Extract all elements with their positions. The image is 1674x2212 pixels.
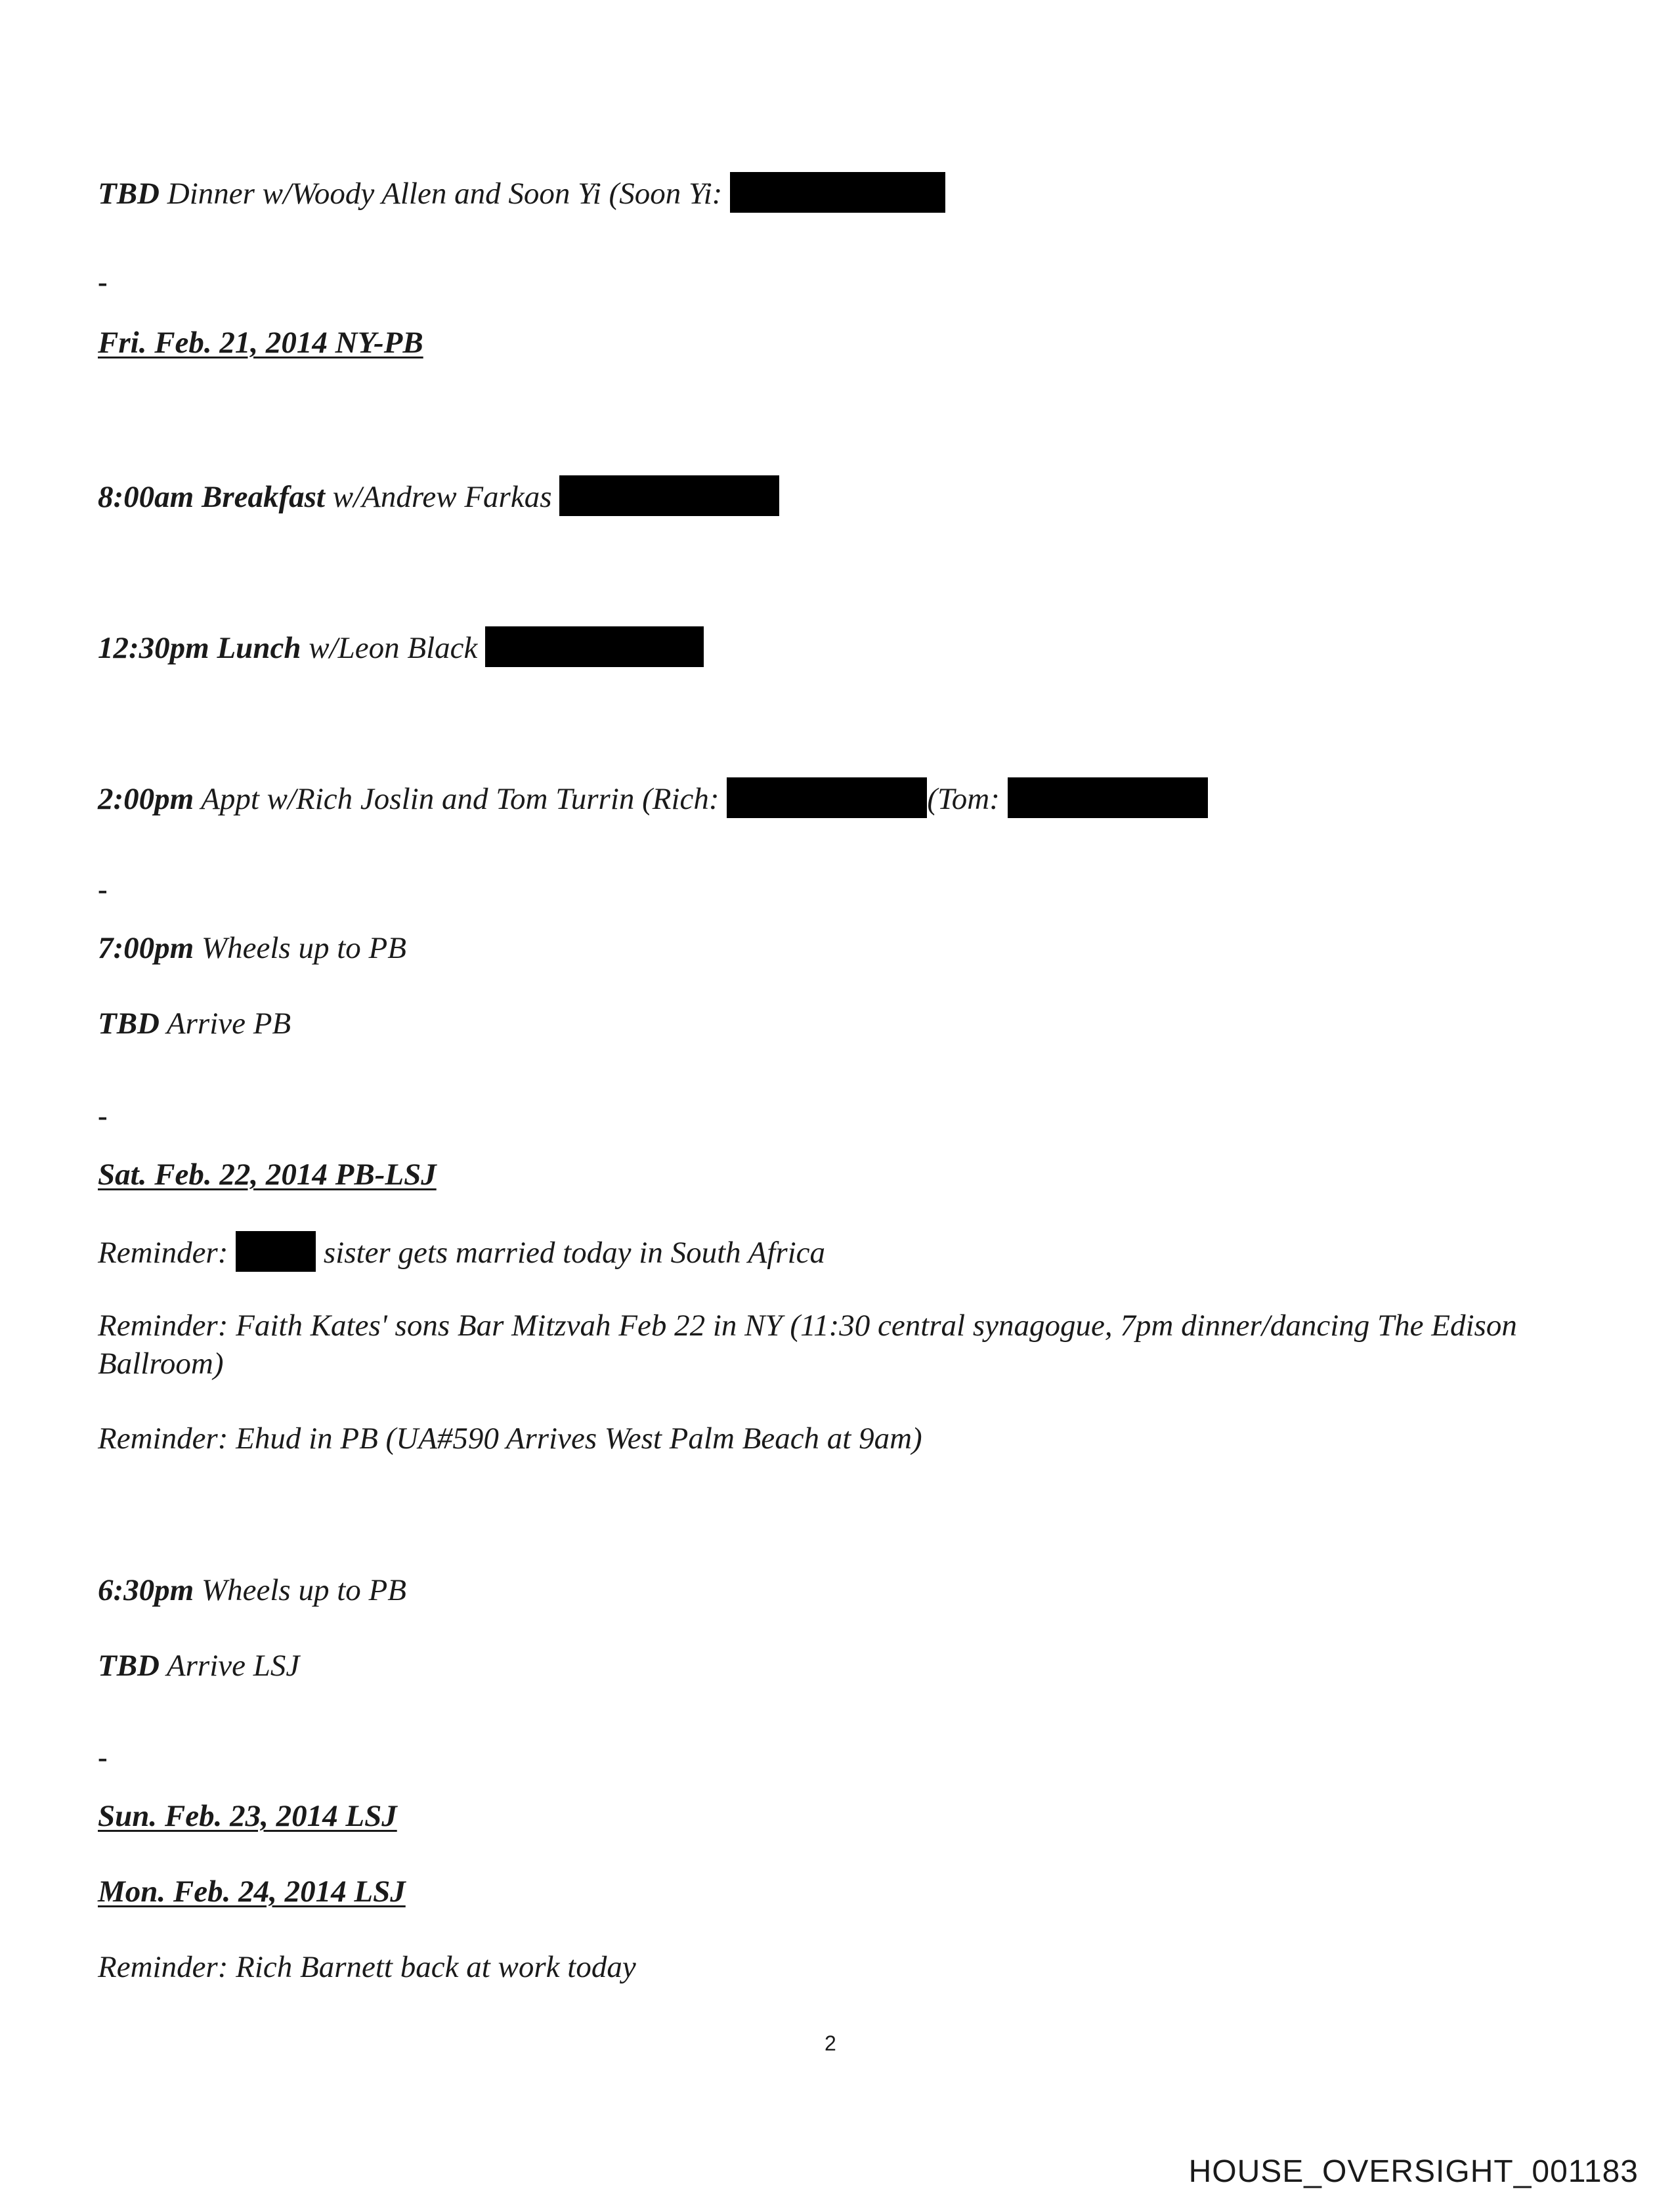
entry-time: TBD — [98, 1649, 160, 1683]
entry-time: 6:30pm — [98, 1573, 194, 1607]
entry-text-tom: (Tom: — [927, 782, 1008, 816]
entry-arrive-pb — [98, 1005, 291, 1043]
entry-time: 8:00am — [98, 480, 194, 514]
reminder-kates-bar-mitzvah: Reminder: Faith Kates' sons Bar Mitzvah Feb 22 in NY (11:30 central synagogue, 7pm dinner/dancing The Edison Ballroom) — [98, 1309, 1517, 1381]
entry-appt-joslin-turrin — [98, 777, 1208, 818]
day-header-mon-feb-24: Mon. Feb. 24, 2014 LSJ — [98, 1875, 406, 1909]
entry-text: Arrive LSJ — [160, 1649, 300, 1683]
entry-text: Wheels up to PB — [194, 1573, 406, 1607]
redaction-box — [559, 475, 779, 516]
day-header-fri-feb-21: Fri. Feb. 21, 2014 NY-PB — [98, 326, 423, 360]
bates-number: HOUSE_OVERSIGHT_001183 — [1188, 2154, 1639, 2189]
page-number: 2 — [825, 2031, 836, 2055]
entry-wheels-up-sat — [98, 1571, 406, 1609]
entry-time: 7:00pm — [98, 931, 194, 965]
entry-wheels-up-fri — [98, 929, 406, 967]
separator-dash: - — [98, 873, 108, 905]
separator-dash: - — [98, 1100, 108, 1132]
redaction-box — [236, 1231, 316, 1272]
entry-text: sister gets married today in South Africa — [316, 1236, 826, 1270]
reminder-ehud-pb: Reminder: Ehud in PB (UA#590 Arrives West Palm Beach at 9am) — [98, 1421, 922, 1456]
entry-text: Wheels up to PB — [194, 931, 406, 965]
reminder-barnett-back: Reminder: Rich Barnett back at work today — [98, 1950, 636, 1984]
entry-time: 12:30pm — [98, 631, 209, 665]
entry-text: Reminder: — [98, 1236, 236, 1270]
entry-text: w/Leon Black — [301, 631, 486, 665]
day-header-sun-feb-23: Sun. Feb. 23, 2014 LSJ — [98, 1799, 397, 1833]
entry-breakfast-farkas — [98, 475, 779, 516]
entry-dinner-woody-allen — [98, 172, 945, 213]
day-header-sat-feb-22: Sat. Feb. 22, 2014 PB-LSJ — [98, 1158, 437, 1192]
entry-text: Dinner w/Woody Allen and Soon Yi (Soon Yi: — [160, 177, 731, 211]
reminder-sister-married — [98, 1231, 825, 1272]
entry-event: Lunch — [209, 631, 301, 665]
entry-lunch-black — [98, 626, 704, 667]
entry-time: TBD — [98, 177, 160, 211]
redaction-box — [1008, 777, 1208, 818]
separator-dash: - — [98, 1741, 108, 1773]
entry-time: TBD — [98, 1007, 160, 1041]
separator-dash: - — [98, 266, 108, 298]
entry-time: 2:00pm — [98, 782, 194, 816]
redaction-box — [730, 172, 945, 213]
entry-arrive-lsj — [98, 1647, 299, 1685]
redaction-box — [485, 626, 704, 667]
entry-event: Breakfast — [194, 480, 325, 514]
entry-text: Arrive PB — [160, 1007, 291, 1041]
redaction-box — [727, 777, 927, 818]
entry-text: w/Andrew Farkas — [324, 480, 560, 514]
entry-text: Appt w/Rich Joslin and Tom Turrin (Rich: — [194, 782, 727, 816]
